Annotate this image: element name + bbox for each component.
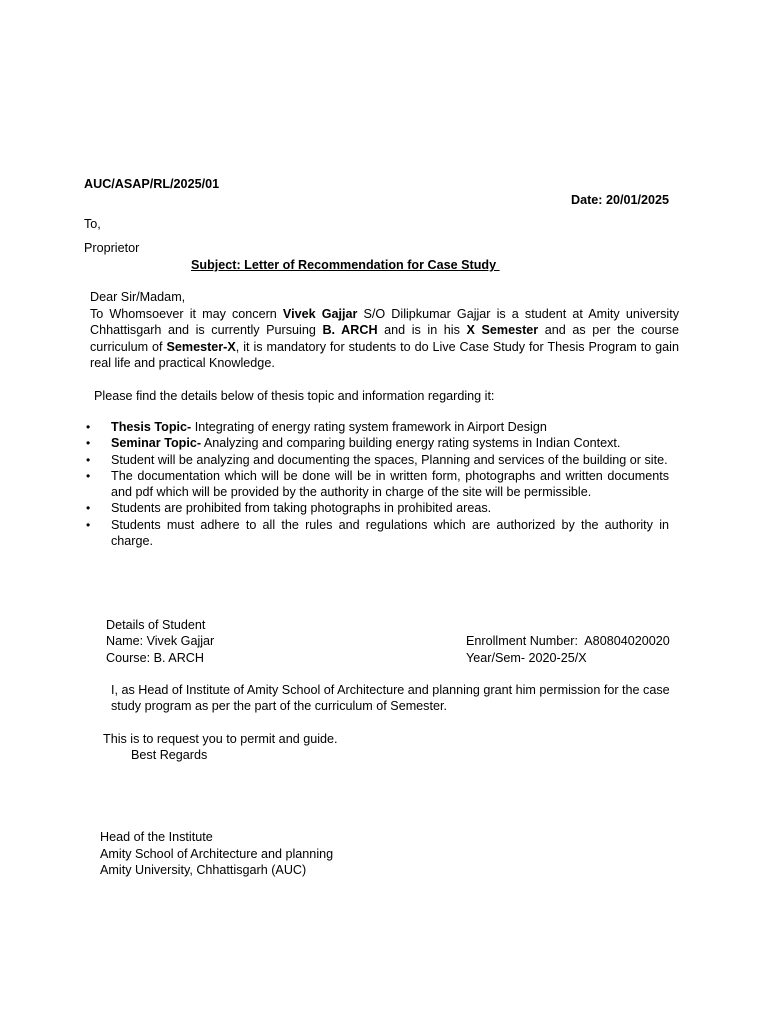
intro-text-5: , it is mandatory for students to do Live Case Study for Thesis Program to gain real life and practical Knowledge. <box>90 339 679 370</box>
recipient-to: To, <box>84 217 101 231</box>
bullet-text: The documentation which will be done will be in written form, photographs and written documents and pdf which will be provided by the authority in charge of the site will be permissible. <box>111 468 669 500</box>
bullet-label: Thesis Topic- <box>111 420 192 434</box>
letter-date: Date: 20/01/2025 <box>571 193 670 207</box>
bullet-photography-rule <box>84 500 669 516</box>
bullet-text: Students must adhere to all the rules and regulations which are authorized by the authority in charge. <box>111 517 669 549</box>
reference-number: AUC/ASAP/RL/2025/01 <box>84 177 220 191</box>
bullet-regulations <box>84 517 669 550</box>
recipient-title: Proprietor <box>84 241 140 255</box>
permission-paragraph: I, as Head of Institute of Amity School of Architecture and planning grant him permission for the case study program as per the part of the curriculum of Semester. <box>111 683 670 714</box>
bullet-icon: • <box>86 436 91 451</box>
bullet-icon: • <box>86 517 91 532</box>
bullet-text: Analyzing and comparing building energy rating systems in Indian Context. <box>201 436 621 451</box>
semester-name: X Semester <box>466 323 539 338</box>
bullet-text: Integrating of energy rating system framework in Airport Design <box>191 420 547 434</box>
intro-text-3: and is in his <box>377 323 467 338</box>
bullet-icon: • <box>86 468 91 483</box>
request-line: This is to request you to permit and guide. <box>103 732 338 746</box>
salutation: Dear Sir/Madam, <box>90 290 186 304</box>
bullet-thesis-topic <box>84 419 669 435</box>
intro-text-4: and as per the course curriculum of <box>90 323 679 354</box>
semester-code: Semester-X <box>166 339 236 354</box>
student-name: Vivek Gajjar <box>282 307 358 321</box>
bullet-analysis <box>84 452 669 468</box>
year-sem-field: Year/Sem- 2020-25/X <box>466 651 587 665</box>
subject-line: Subject: Letter of Recommendation for Case Study <box>191 258 500 272</box>
program-name: B. ARCH <box>322 323 378 338</box>
bullet-documentation <box>84 468 669 501</box>
bullet-seminar-topic <box>84 435 669 451</box>
info-bullet-list <box>84 419 669 549</box>
details-intro: Please find the details below of thesis topic and information regarding it: <box>94 389 495 403</box>
signature-school: Amity School of Architecture and planning <box>100 847 334 861</box>
enrollment-number: Enrollment Number: A80804020020 <box>466 634 670 648</box>
student-name-field: Name: Vivek Gajjar <box>106 634 215 648</box>
course-field: Course: B. ARCH <box>106 651 204 665</box>
bullet-text: Student will be analyzing and documenting the spaces, Planning and services of the building or site. <box>111 452 668 467</box>
bullet-text: Students are prohibited from taking photographs in prohibited areas. <box>111 501 492 516</box>
intro-paragraph <box>90 306 679 371</box>
closing-line: Best Regards <box>131 748 208 762</box>
bullet-label: Seminar Topic- <box>111 436 202 451</box>
bullet-icon: • <box>86 452 91 467</box>
bullet-icon: • <box>86 501 91 516</box>
intro-text-1: To Whomsoever it may concern <box>90 307 283 321</box>
intro-text-2: S/O Dilipkumar Gajjar is a student at Amity university Chhattisgarh and is currently Pursuing <box>90 307 680 338</box>
signature-university: Amity University, Chhattisgarh (AUC) <box>100 863 307 877</box>
student-details-heading: Details of Student <box>106 618 206 632</box>
signature-title: Head of the Institute <box>100 830 213 844</box>
bullet-icon: • <box>86 420 91 434</box>
